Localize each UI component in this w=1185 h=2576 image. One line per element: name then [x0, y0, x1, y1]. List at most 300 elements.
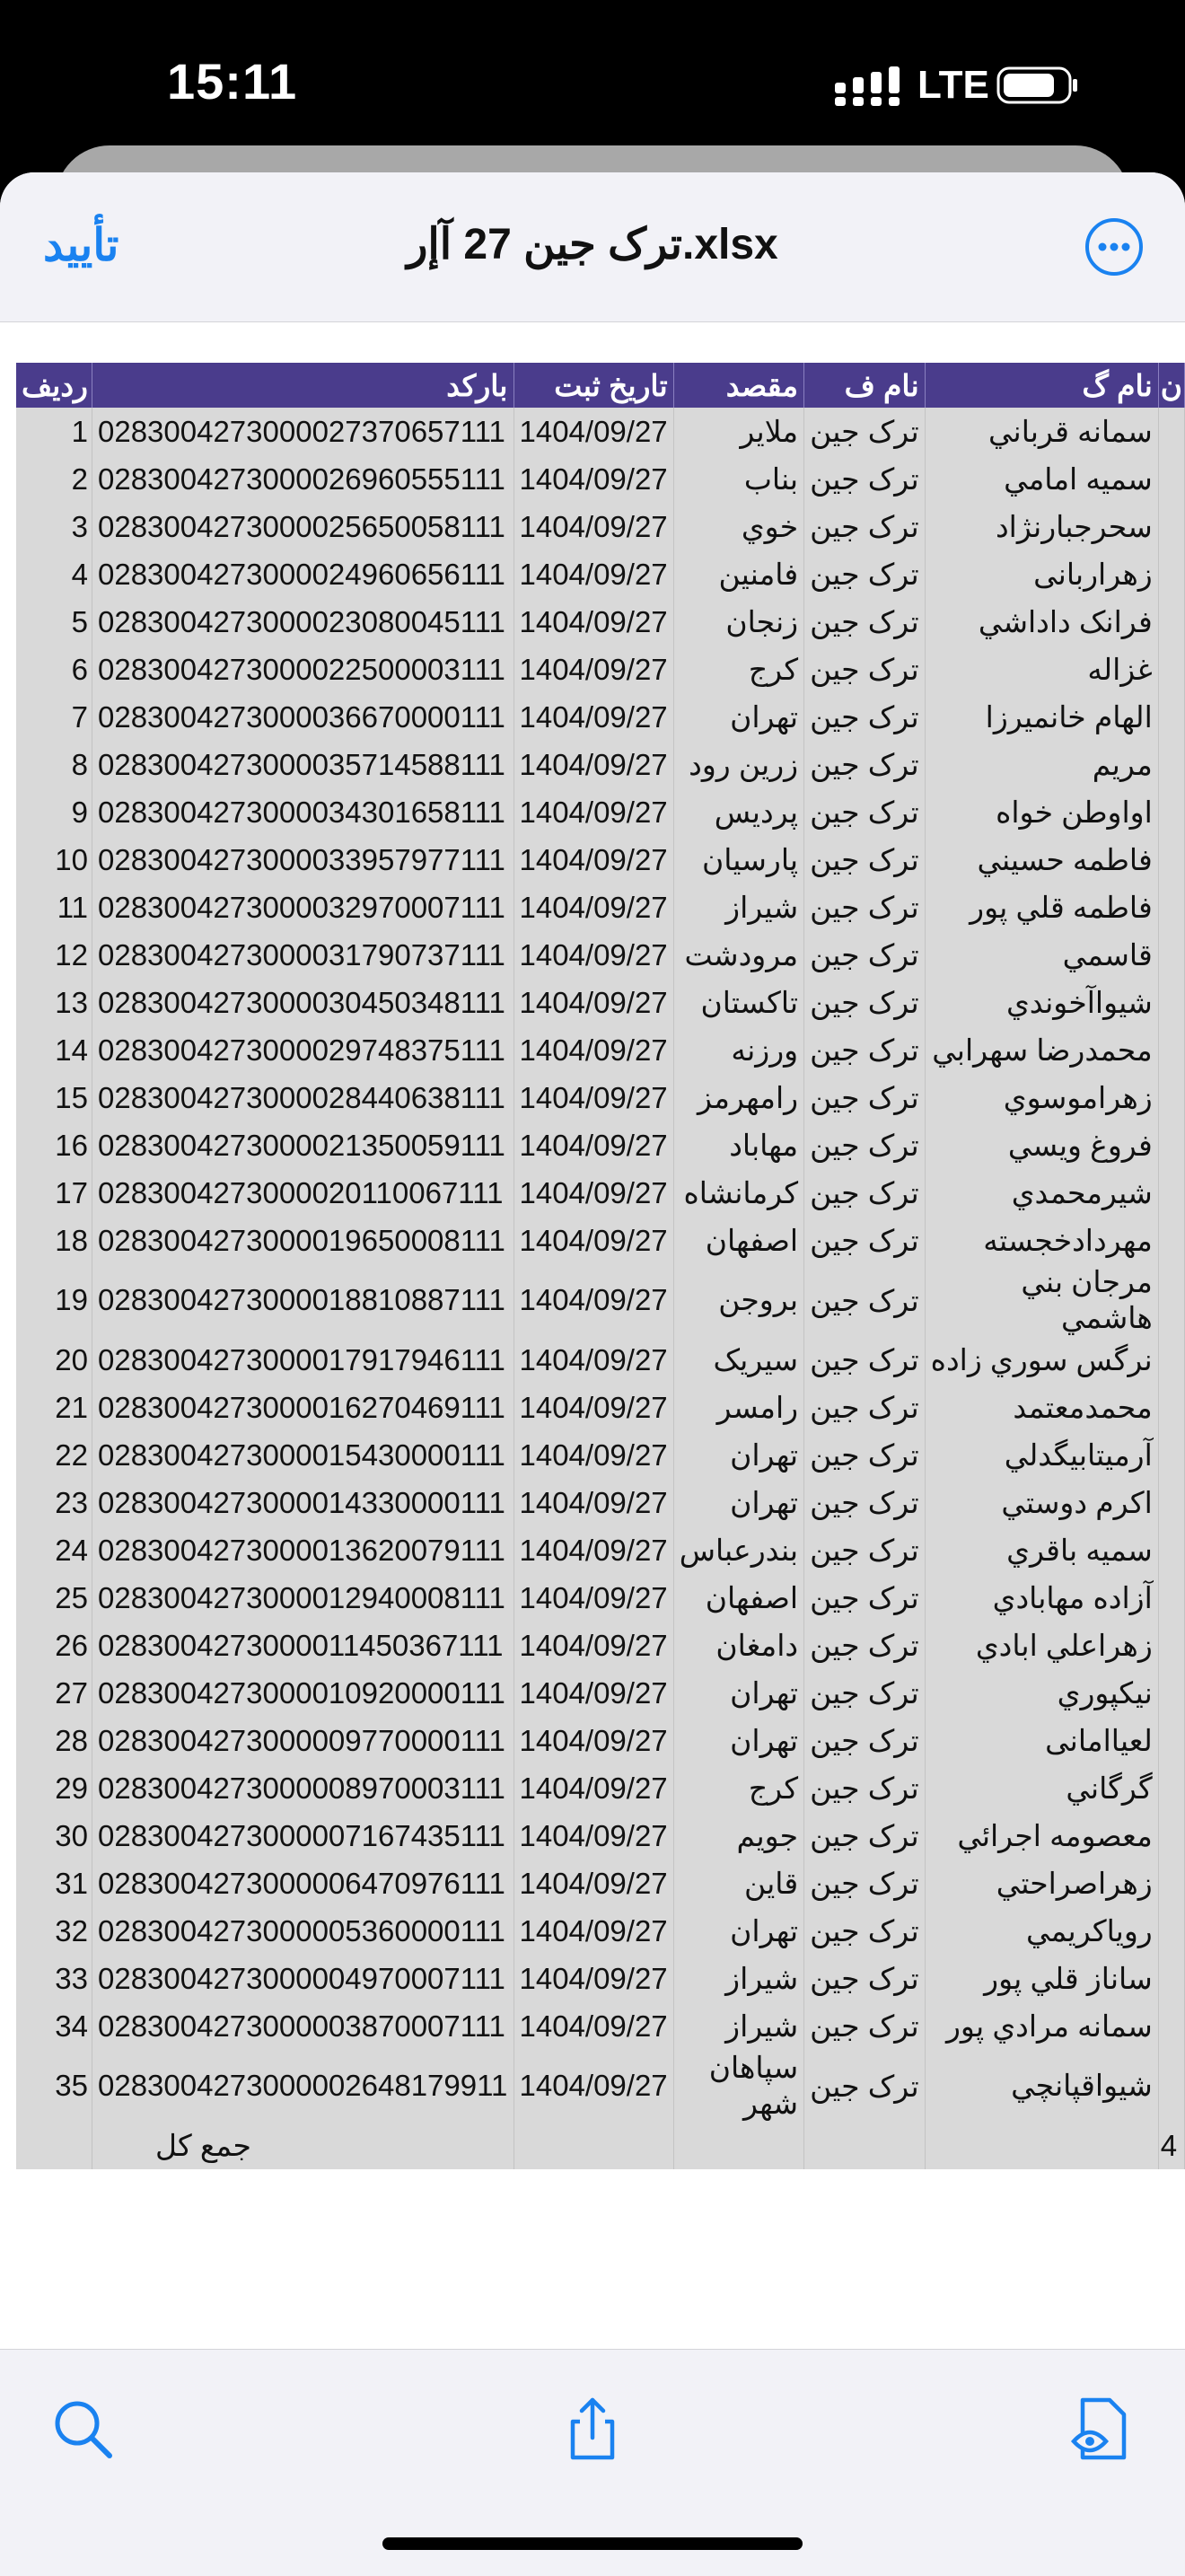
document-title: ترک جين 27 آإر.xlsx [407, 221, 778, 268]
cell-date[interactable]: 1404/09/27 [514, 693, 673, 741]
cell-last-name[interactable]: سميه باقري [925, 1526, 1158, 1574]
cell-first-name[interactable]: ترک جين [804, 503, 926, 550]
cell-last-name[interactable]: مريم [925, 741, 1158, 788]
table-row[interactable] [16, 979, 1185, 1026]
cell-extra[interactable] [1158, 1217, 1184, 1264]
cell-extra[interactable] [1158, 1717, 1184, 1764]
cell-last-name[interactable]: زهراربانی [925, 550, 1158, 598]
table-row[interactable] [16, 646, 1185, 693]
cell-index[interactable]: 25 [16, 1574, 92, 1622]
cell-first-name[interactable]: ترک جين [804, 1574, 926, 1622]
cell-index[interactable]: 21 [16, 1384, 92, 1431]
table-row[interactable] [16, 503, 1185, 550]
cell-barcode[interactable]: 0283004273000031790737111 [92, 931, 514, 979]
cell-barcode[interactable]: 0283004273000020110067111 [92, 1169, 514, 1217]
cell-destination[interactable]: بندرعباس [673, 1526, 803, 1574]
cell-extra[interactable] [1158, 1026, 1184, 1074]
cell-index[interactable]: 8 [16, 741, 92, 788]
cell-first-name[interactable]: ترک جين [804, 550, 926, 598]
cell-date[interactable]: 1404/09/27 [514, 1574, 673, 1622]
cell-destination[interactable]: تهران [673, 1669, 803, 1717]
cell-barcode[interactable]: 0283004273000005360000111 [92, 1907, 514, 1955]
cell-first-name[interactable]: ترک جين [804, 598, 926, 646]
cell-index[interactable]: 22 [16, 1431, 92, 1479]
cell-first-name[interactable]: ترک جين [804, 1336, 926, 1384]
cell-index[interactable]: 33 [16, 1955, 92, 2002]
cell-first-name[interactable]: ترک جين [804, 788, 926, 836]
table-row[interactable] [16, 550, 1185, 598]
spreadsheet[interactable] [16, 363, 1185, 2169]
cell-date[interactable]: 1404/09/27 [514, 503, 673, 550]
cell-last-name[interactable]: نرگس سوري زاده [925, 1336, 1158, 1384]
cell-barcode[interactable]: 0283004273000024960656111 [92, 550, 514, 598]
cell-date[interactable]: 1404/09/27 [514, 550, 673, 598]
total-count: 4 [1158, 2122, 1184, 2169]
cell-destination[interactable]: زرين رود [673, 741, 803, 788]
cell-first-name[interactable]: ترک جين [804, 2002, 926, 2050]
cell-date[interactable]: 1404/09/27 [514, 1669, 673, 1717]
cell-index[interactable]: 13 [16, 979, 92, 1026]
cell-destination[interactable]: تهران [673, 1717, 803, 1764]
cell-extra[interactable] [1158, 979, 1184, 1026]
cell-extra[interactable] [1158, 1336, 1184, 1384]
table-row[interactable] [16, 1431, 1185, 1479]
cell-barcode[interactable]: 0283004273000016270469111 [92, 1384, 514, 1431]
table-row[interactable] [16, 1717, 1185, 1764]
cell-barcode[interactable]: 0283004273000003870007111 [92, 2002, 514, 2050]
cell-first-name[interactable]: ترک جين [804, 1217, 926, 1264]
cell-extra[interactable] [1158, 1955, 1184, 2002]
cell-destination[interactable]: بناب [673, 455, 803, 503]
cell-index[interactable]: 2 [16, 455, 92, 503]
cell-first-name[interactable]: ترک جين [804, 1479, 926, 1526]
cell-extra[interactable] [1158, 884, 1184, 931]
cell-barcode[interactable]: 0283004273000013620079111 [92, 1526, 514, 1574]
table-row[interactable] [16, 836, 1185, 884]
table-row[interactable] [16, 1526, 1185, 1574]
cell-first-name[interactable]: ترک جين [804, 2050, 926, 2122]
cell-destination[interactable]: قاين [673, 1859, 803, 1907]
cell-index[interactable]: 20 [16, 1336, 92, 1384]
cell-destination[interactable]: شيراز [673, 1955, 803, 2002]
cell-date[interactable]: 1404/09/27 [514, 931, 673, 979]
cell-barcode[interactable]: 0283004273000023080045111 [92, 598, 514, 646]
cell-extra[interactable] [1158, 1622, 1184, 1669]
table-row[interactable] [16, 455, 1185, 503]
table-row[interactable] [16, 1336, 1185, 1384]
cell-first-name[interactable]: ترک جين [804, 1907, 926, 1955]
header-last-name: نام گ [925, 363, 1158, 408]
cell-index[interactable]: 28 [16, 1717, 92, 1764]
cell-last-name[interactable]: فرانک داداشي [925, 598, 1158, 646]
cell-last-name[interactable]: شيواآخوندي [925, 979, 1158, 1026]
cell-extra[interactable] [1158, 1431, 1184, 1479]
cell-last-name[interactable]: مهردادخجسته [925, 1217, 1158, 1264]
cell-index[interactable]: 3 [16, 503, 92, 550]
total-cell-empty [804, 2122, 926, 2169]
cell-destination[interactable]: جويم [673, 1812, 803, 1859]
cell-destination[interactable]: مهاباد [673, 1121, 803, 1169]
cell-extra[interactable] [1158, 1907, 1184, 1955]
total-cell-empty [925, 2122, 1158, 2169]
cell-extra[interactable] [1158, 455, 1184, 503]
cell-barcode[interactable]: 0283004273000029748375111 [92, 1026, 514, 1074]
cell-last-name[interactable]: شيرمحمدي [925, 1169, 1158, 1217]
cell-index[interactable]: 1 [16, 408, 92, 455]
cell-destination[interactable]: کرج [673, 1764, 803, 1812]
cell-date[interactable]: 1404/09/27 [514, 1717, 673, 1764]
table-row[interactable] [16, 1859, 1185, 1907]
header-row [16, 363, 1185, 408]
cell-barcode[interactable]: 0283004273000036670000111 [92, 693, 514, 741]
cell-index[interactable]: 10 [16, 836, 92, 884]
cell-date[interactable]: 1404/09/27 [514, 1859, 673, 1907]
cell-barcode[interactable]: 0283004273000006470976111 [92, 1859, 514, 1907]
cell-index[interactable]: 15 [16, 1074, 92, 1121]
cell-barcode[interactable]: 0283004273000030450348111 [92, 979, 514, 1026]
cell-first-name[interactable]: ترک جين [804, 741, 926, 788]
cell-last-name[interactable]: معصومه اجرائي [925, 1812, 1158, 1859]
cell-barcode[interactable]: 0283004273000021350059111 [92, 1121, 514, 1169]
cell-last-name[interactable]: غزاله [925, 646, 1158, 693]
cell-barcode[interactable]: 0283004273000008970003111 [92, 1764, 514, 1812]
cell-last-name[interactable]: فاطمه قلي پور [925, 884, 1158, 931]
cell-last-name[interactable]: سمانه مرادي پور [925, 2002, 1158, 2050]
cell-date[interactable]: 1404/09/27 [514, 1622, 673, 1669]
cell-last-name[interactable]: اواوطن خواه [925, 788, 1158, 836]
cell-extra[interactable] [1158, 1669, 1184, 1717]
cell-index[interactable]: 16 [16, 1121, 92, 1169]
total-cell-empty [514, 2122, 673, 2169]
cell-date[interactable]: 1404/09/27 [514, 1336, 673, 1384]
table-row[interactable] [16, 2002, 1185, 2050]
cell-date[interactable]: 1404/09/27 [514, 979, 673, 1026]
cell-last-name[interactable]: قاسمي [925, 931, 1158, 979]
cell-index[interactable]: 14 [16, 1026, 92, 1074]
cell-last-name[interactable]: فاطمه حسيني [925, 836, 1158, 884]
cell-destination[interactable]: تهران [673, 693, 803, 741]
cell-first-name[interactable]: ترک جين [804, 1026, 926, 1074]
cell-first-name[interactable]: ترک جين [804, 408, 926, 455]
cell-barcode[interactable]: 0283004273000035714588111 [92, 741, 514, 788]
cell-first-name[interactable]: ترک جين [804, 931, 926, 979]
cell-destination[interactable]: سپاهان شهر [673, 2050, 803, 2122]
cell-index[interactable]: 23 [16, 1479, 92, 1526]
cell-destination[interactable]: زنجان [673, 598, 803, 646]
cell-last-name[interactable]: روياکريمي [925, 1907, 1158, 1955]
table-row[interactable] [16, 1955, 1185, 2002]
cell-index[interactable]: 4 [16, 550, 92, 598]
cell-barcode[interactable]: 0283004273000018810887111 [92, 1264, 514, 1336]
table-row[interactable] [16, 884, 1185, 931]
table-row[interactable] [16, 1384, 1185, 1431]
cell-index[interactable]: 27 [16, 1669, 92, 1717]
cell-date[interactable]: 1404/09/27 [514, 1264, 673, 1336]
cell-first-name[interactable]: ترک جين [804, 1812, 926, 1859]
cell-date[interactable]: 1404/09/27 [514, 836, 673, 884]
cell-last-name[interactable]: سميه امامي [925, 455, 1158, 503]
cell-extra[interactable] [1158, 1764, 1184, 1812]
cell-date[interactable]: 1404/09/27 [514, 741, 673, 788]
cell-first-name[interactable]: ترک جين [804, 1431, 926, 1479]
cell-barcode[interactable]: 0283004273000004970007111 [92, 1955, 514, 2002]
cell-barcode[interactable]: 0283004273000026960555111 [92, 455, 514, 503]
table-row[interactable] [16, 1026, 1185, 1074]
cell-destination[interactable]: کرمانشاه [673, 1169, 803, 1217]
search-icon[interactable] [48, 2395, 117, 2463]
cell-barcode[interactable]: 0283004273000034301658111 [92, 788, 514, 836]
cell-index[interactable]: 12 [16, 931, 92, 979]
cell-date[interactable]: 1404/09/27 [514, 2002, 673, 2050]
cell-index[interactable]: 5 [16, 598, 92, 646]
cell-extra[interactable] [1158, 646, 1184, 693]
done-button[interactable]: تأیید [43, 220, 119, 270]
cell-first-name[interactable]: ترک جين [804, 1622, 926, 1669]
header-barcode: باركد [92, 363, 514, 408]
quicklook-icon[interactable] [1068, 2395, 1137, 2463]
cell-date[interactable]: 1404/09/27 [514, 1169, 673, 1217]
cell-first-name[interactable]: ترک جين [804, 1859, 926, 1907]
cell-date[interactable]: 1404/09/27 [514, 408, 673, 455]
cell-last-name[interactable]: آزاده مهابادي [925, 1574, 1158, 1622]
cell-extra[interactable] [1158, 1859, 1184, 1907]
cell-last-name[interactable]: لعياامانی [925, 1717, 1158, 1764]
cell-first-name[interactable]: ترک جين [804, 1121, 926, 1169]
cell-index[interactable]: 7 [16, 693, 92, 741]
cell-last-name[interactable]: زهراعلي ابادي [925, 1622, 1158, 1669]
cell-date[interactable]: 1404/09/27 [514, 1764, 673, 1812]
table-row[interactable] [16, 931, 1185, 979]
cell-index[interactable]: 35 [16, 2050, 92, 2122]
cell-barcode[interactable]: 0283004273000010920000111 [92, 1669, 514, 1717]
table-row[interactable] [16, 1479, 1185, 1526]
cell-extra[interactable] [1158, 1812, 1184, 1859]
cell-first-name[interactable]: ترک جين [804, 1669, 926, 1717]
cell-destination[interactable]: فامنين [673, 550, 803, 598]
cell-extra[interactable] [1158, 408, 1184, 455]
cell-barcode[interactable]: 0283004273000011450367111 [92, 1622, 514, 1669]
table-row[interactable] [16, 408, 1185, 455]
cell-destination[interactable]: تهران [673, 1479, 803, 1526]
cell-extra[interactable] [1158, 598, 1184, 646]
cell-index[interactable]: 17 [16, 1169, 92, 1217]
cell-extra[interactable] [1158, 1121, 1184, 1169]
cell-extra[interactable] [1158, 693, 1184, 741]
cell-destination[interactable]: خوي [673, 503, 803, 550]
table-row[interactable] [16, 1574, 1185, 1622]
cell-destination[interactable]: تهران [673, 1431, 803, 1479]
cell-barcode[interactable]: 0283004273000019650008111 [92, 1217, 514, 1264]
cell-extra[interactable] [1158, 1479, 1184, 1526]
table-row[interactable] [16, 1812, 1185, 1859]
cell-date[interactable]: 1404/09/27 [514, 646, 673, 693]
cell-date[interactable]: 1404/09/27 [514, 1479, 673, 1526]
cell-destination[interactable]: مرودشت [673, 931, 803, 979]
table-row[interactable] [16, 1074, 1185, 1121]
cell-index[interactable]: 31 [16, 1859, 92, 1907]
cell-barcode[interactable]: 0283004273000032970007111 [92, 884, 514, 931]
table-row[interactable] [16, 1622, 1185, 1669]
cellular-signal-icon [835, 66, 900, 106]
cell-first-name[interactable]: ترک جين [804, 693, 926, 741]
cell-index[interactable]: 29 [16, 1764, 92, 1812]
table-row[interactable] [16, 1764, 1185, 1812]
cell-last-name[interactable]: زهراصراحتي [925, 1859, 1158, 1907]
share-icon[interactable] [558, 2395, 627, 2463]
cell-destination[interactable]: اصفهان [673, 1217, 803, 1264]
cell-destination[interactable]: تهران [673, 1907, 803, 1955]
cell-index[interactable]: 24 [16, 1526, 92, 1574]
cell-index[interactable]: 30 [16, 1812, 92, 1859]
cell-destination[interactable]: رامسر [673, 1384, 803, 1431]
cell-date[interactable]: 1404/09/27 [514, 1074, 673, 1121]
table-row[interactable] [16, 741, 1185, 788]
cell-first-name[interactable]: ترک جين [804, 1764, 926, 1812]
cell-date[interactable]: 1404/09/27 [514, 1431, 673, 1479]
cell-index[interactable]: 9 [16, 788, 92, 836]
cell-index[interactable]: 26 [16, 1622, 92, 1669]
table-row[interactable] [16, 2050, 1185, 2122]
cell-destination[interactable]: بروجن [673, 1264, 803, 1336]
cell-date[interactable]: 1404/09/27 [514, 1812, 673, 1859]
cell-date[interactable]: 1404/09/27 [514, 1526, 673, 1574]
header-first-name: نام ف [804, 363, 926, 408]
cell-destination[interactable]: تاکستان [673, 979, 803, 1026]
cell-extra[interactable] [1158, 1526, 1184, 1574]
cell-barcode[interactable]: 0283004273000002648179911 [92, 2050, 514, 2122]
cell-last-name[interactable]: الهام خانميرزا [925, 693, 1158, 741]
cell-destination[interactable]: کرج [673, 646, 803, 693]
cell-barcode[interactable]: 0283004273000007167435111 [92, 1812, 514, 1859]
cell-barcode[interactable]: 0283004273000033957977111 [92, 836, 514, 884]
cell-barcode[interactable]: 0283004273000012940008111 [92, 1574, 514, 1622]
table-row[interactable] [16, 788, 1185, 836]
cell-date[interactable]: 1404/09/27 [514, 1026, 673, 1074]
cell-extra[interactable] [1158, 1074, 1184, 1121]
cell-last-name[interactable]: سحرجبارنژاد [925, 503, 1158, 550]
cell-last-name[interactable]: فروغ ويسي [925, 1121, 1158, 1169]
cell-first-name[interactable]: ترک جين [804, 1717, 926, 1764]
cell-destination[interactable]: شيراز [673, 884, 803, 931]
cell-date[interactable]: 1404/09/27 [514, 2050, 673, 2122]
cell-extra[interactable] [1158, 1169, 1184, 1217]
cell-date[interactable]: 1404/09/27 [514, 1955, 673, 2002]
cell-last-name[interactable]: محمدمعتمد [925, 1384, 1158, 1431]
cell-first-name[interactable]: ترک جين [804, 455, 926, 503]
cell-first-name[interactable]: ترک جين [804, 1526, 926, 1574]
cell-barcode[interactable]: 0283004273000014330000111 [92, 1479, 514, 1526]
cell-first-name[interactable]: ترک جين [804, 1384, 926, 1431]
cell-last-name[interactable]: آرميتابيگدلي [925, 1431, 1158, 1479]
cell-extra[interactable] [1158, 503, 1184, 550]
cell-extra[interactable] [1158, 788, 1184, 836]
cell-barcode[interactable]: 0283004273000027370657111 [92, 408, 514, 455]
cell-date[interactable]: 1404/09/27 [514, 788, 673, 836]
table-row[interactable] [16, 1264, 1185, 1336]
cell-extra[interactable] [1158, 1264, 1184, 1336]
cell-date[interactable]: 1404/09/27 [514, 1121, 673, 1169]
cell-first-name[interactable]: ترک جين [804, 1955, 926, 2002]
cell-first-name[interactable]: ترک جين [804, 884, 926, 931]
cell-index[interactable]: 32 [16, 1907, 92, 1955]
cell-destination[interactable]: دامغان [673, 1622, 803, 1669]
cell-index[interactable]: 34 [16, 2002, 92, 2050]
cell-destination[interactable]: سيريک [673, 1336, 803, 1384]
cell-destination[interactable]: اصفهان [673, 1574, 803, 1622]
cell-last-name[interactable]: محمدرضا سهرابي [925, 1026, 1158, 1074]
cell-last-name[interactable]: اکرم دوستي [925, 1479, 1158, 1526]
cell-first-name[interactable]: ترک جين [804, 979, 926, 1026]
table-row[interactable] [16, 1907, 1185, 1955]
total-label: جمع کل [92, 2122, 514, 2169]
table-row[interactable] [16, 1669, 1185, 1717]
cell-extra[interactable] [1158, 1574, 1184, 1622]
cell-destination[interactable]: رامهرمز [673, 1074, 803, 1121]
cell-date[interactable]: 1404/09/27 [514, 598, 673, 646]
cell-destination[interactable]: ملاير [673, 408, 803, 455]
cell-date[interactable]: 1404/09/27 [514, 1384, 673, 1431]
cell-first-name[interactable]: ترک جين [804, 1169, 926, 1217]
cell-extra[interactable] [1158, 931, 1184, 979]
cell-date[interactable]: 1404/09/27 [514, 884, 673, 931]
table-row[interactable] [16, 693, 1185, 741]
cell-last-name[interactable]: مرجان بني هاشمي [925, 1264, 1158, 1336]
cell-destination[interactable]: پارسيان [673, 836, 803, 884]
cell-index[interactable]: 18 [16, 1217, 92, 1264]
cell-extra[interactable] [1158, 2050, 1184, 2122]
cell-extra[interactable] [1158, 550, 1184, 598]
cell-last-name[interactable]: نيکپوري [925, 1669, 1158, 1717]
cell-last-name[interactable]: گرگاني [925, 1764, 1158, 1812]
cell-last-name[interactable]: ساناز قلي پور [925, 1955, 1158, 2002]
cell-destination[interactable]: پرديس [673, 788, 803, 836]
cell-first-name[interactable]: ترک جين [804, 1264, 926, 1336]
cell-first-name[interactable]: ترک جين [804, 646, 926, 693]
cell-date[interactable]: 1404/09/27 [514, 1217, 673, 1264]
cell-barcode[interactable]: 0283004273000025650058111 [92, 503, 514, 550]
cell-first-name[interactable]: ترک جين [804, 836, 926, 884]
cell-extra[interactable] [1158, 741, 1184, 788]
cell-index[interactable]: 19 [16, 1264, 92, 1336]
cell-destination[interactable]: ورزنه [673, 1026, 803, 1074]
table-row[interactable] [16, 1121, 1185, 1169]
cell-last-name[interactable]: سمانه قرباني [925, 408, 1158, 455]
cell-destination[interactable]: شيراز [673, 2002, 803, 2050]
cell-date[interactable]: 1404/09/27 [514, 455, 673, 503]
header-date: تاريخ ثبت [514, 363, 673, 408]
table-row[interactable] [16, 1217, 1185, 1264]
cell-last-name[interactable]: زهراموسوي [925, 1074, 1158, 1121]
cell-first-name[interactable]: ترک جين [804, 1074, 926, 1121]
cell-barcode[interactable]: 0283004273000017917946111 [92, 1336, 514, 1384]
cell-last-name[interactable]: شيواقپانچي [925, 2050, 1158, 2122]
total-cell-empty [16, 2122, 92, 2169]
more-options-icon[interactable] [1084, 217, 1144, 277]
cell-index[interactable]: 11 [16, 884, 92, 931]
cell-date[interactable]: 1404/09/27 [514, 1907, 673, 1955]
table-row[interactable] [16, 598, 1185, 646]
cell-barcode[interactable]: 0283004273000022500003111 [92, 646, 514, 693]
cell-extra[interactable] [1158, 1384, 1184, 1431]
cell-barcode[interactable]: 0283004273000015430000111 [92, 1431, 514, 1479]
cell-extra[interactable] [1158, 2002, 1184, 2050]
cell-barcode[interactable]: 0283004273000009770000111 [92, 1717, 514, 1764]
cell-index[interactable]: 6 [16, 646, 92, 693]
cell-extra[interactable] [1158, 836, 1184, 884]
cell-barcode[interactable]: 0283004273000028440638111 [92, 1074, 514, 1121]
home-indicator[interactable] [382, 2537, 803, 2550]
table-row[interactable] [16, 1169, 1185, 1217]
